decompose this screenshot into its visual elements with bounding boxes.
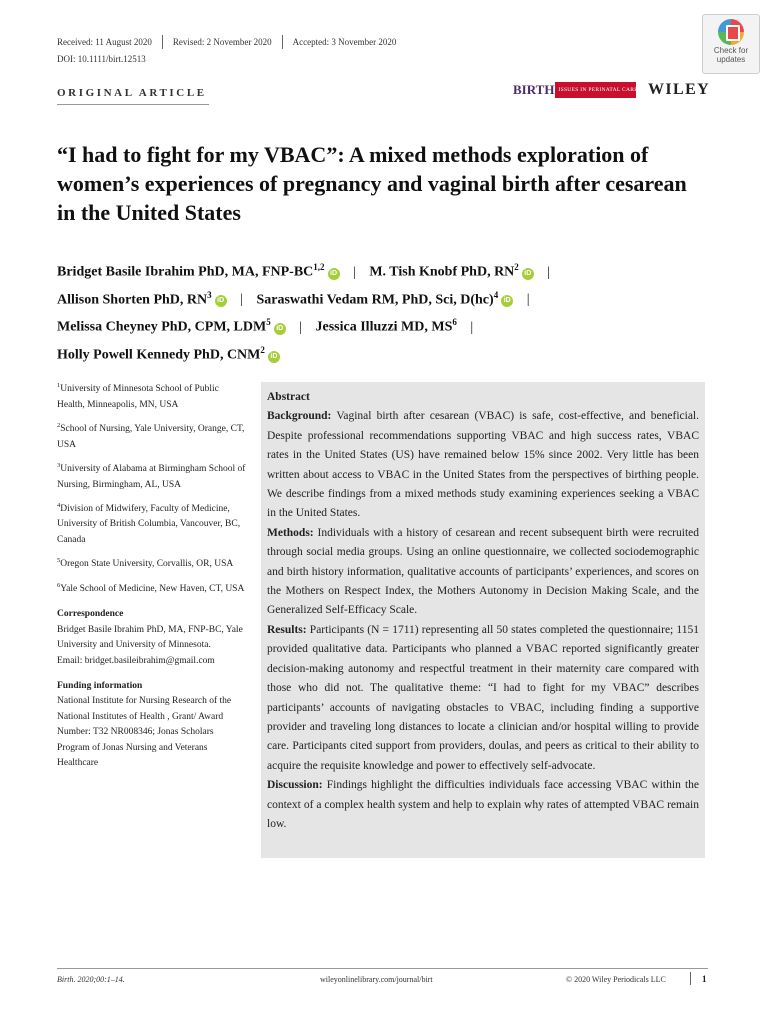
author-row — [57, 284, 717, 312]
affiliation-number: 1 — [57, 382, 61, 389]
footer-copyright: © 2020 Wiley Periodicals LLC — [566, 975, 666, 984]
author-row — [57, 311, 717, 339]
abstract-results — [267, 621, 699, 776]
abstract-background — [267, 407, 699, 523]
correspondence-email[interactable]: Email: bridget.basileibrahim@gmail.com — [57, 655, 215, 666]
footer-rule — [57, 968, 708, 969]
affiliation-number: 3 — [57, 461, 61, 469]
author-row — [57, 339, 717, 367]
section-text: Participants (N = 1711) representing all 50 states completed the questionnaire; 1151 provided qualitative data. Participants who planned a VBAC reported significantly greater decision-making autonomy and respectful treatment in their maternity care compared with those who did not. The qualitative theme: “I had to fight for my VBAC” describes participants’ accounts of navigating obstacles to VBAC, including finding a supportive provider and traveling long distances to locate a clinician and/or hospital willing to provide care. Participants cited support from providers, doulas, and peers as critical to their ability to acquire the requisite knowledge and power to effectively self-advocate. — [267, 623, 699, 772]
check-updates-line2: updates — [716, 55, 746, 64]
article-title: “I had to fight for my VBAC”: A mixed methods exploration of women’s experiences of pregnancy and vaginal birth after cesarean in the United States — [57, 142, 687, 225]
received-date: Received: 11 August 2020 — [57, 37, 152, 47]
orcid-icon[interactable]: iD — [215, 295, 227, 307]
correspondence-text: Bridget Basile Ibrahim PhD, MA, FNP-BC, Yale University and University of Minnesota. — [57, 624, 243, 651]
author-separator: | — [526, 292, 530, 308]
bookmark-icon — [718, 19, 744, 45]
affiliation-number: 5 — [57, 557, 61, 565]
affiliation-text: Division of Midwifery, Faculty of Medicine, University of British Columbia, Vancouver, BC, Canada — [57, 504, 241, 545]
section-text: Findings highlight the difficulties individuals face accessing VBAC within the context of a complex health system and help to explain why rates of attempted VBAC remain low. — [267, 779, 700, 830]
orcid-icon[interactable]: iD — [274, 323, 286, 335]
check-updates-line1: Check for — [713, 46, 749, 55]
section-text: Individuals with a history of cesarean and recent subsequent birth were recruited through social media groups. Using an online questionnaire, we collected sociodemographic and birth history information, qualitative accounts of participants’ experiences, and scores on the Mothers on Respect Index, the Mothers Autonomy in Decision Making Scale, and the Generalized Self-Efficacy Scale. — [267, 526, 699, 617]
section-label: Methods: — [267, 526, 314, 539]
footer-url[interactable]: wileyonlinelibrary.com/journal/birt — [320, 975, 433, 984]
section-label: Results: — [267, 623, 307, 636]
section-label: Background: — [267, 410, 332, 423]
footer-citation: Birth. 2020;00:1–14. — [57, 975, 125, 984]
author-affiliation: 1,2 — [313, 262, 325, 272]
journal-logo-tagline: ISSUES IN PERINATAL CARE — [558, 87, 638, 93]
affiliation-item — [57, 378, 247, 413]
article-type-rule — [57, 104, 209, 105]
section-text: Vaginal birth after cesarean (VBAC) is safe, cost-effective, and beneficial. Despite professional recommendations supporting VBAC and high success rates, VBAC rates in the United States (US) have remained below 15% since 2002. Very little has been written about access to VBAC in the United States from the perspectives of birthing people. We describe findings from a mixed methods study examining experiences seeking a VBAC in the United States. — [267, 410, 699, 520]
author-affiliation: 5 — [266, 317, 271, 328]
author-name: Bridget Basile Ibrahim PhD, MA, FNP-BC — [57, 264, 314, 280]
article-type: ORIGINAL ARTICLE — [57, 87, 207, 99]
affiliation-text: Oregon State University, Corvallis, OR, USA — [60, 559, 234, 570]
check-for-updates-button[interactable] — [702, 14, 760, 74]
author-name: Melissa Cheyney PhD, CPM, LDM — [57, 319, 267, 335]
affiliation-item — [57, 578, 247, 598]
abstract-box — [261, 382, 705, 858]
article-dates — [57, 35, 396, 49]
affiliation-number: 2 — [57, 421, 61, 429]
affiliation-item — [57, 418, 247, 453]
date-separator — [162, 35, 163, 49]
affiliation-text: School of Nursing, Yale University, Orange, CT, USA — [57, 424, 245, 450]
author-separator: | — [353, 264, 356, 280]
page-number: 1 — [702, 974, 707, 984]
author-separator: | — [240, 292, 243, 308]
doi[interactable]: DOI: 10.1111/birt.12513 — [57, 54, 146, 64]
abstract-discussion — [267, 776, 699, 834]
affiliation-item — [57, 458, 247, 493]
affiliation-text: University of Minnesota School of Public Health, Minneapolis, MN, USA — [57, 384, 219, 410]
journal-logo-name: BIRTH — [513, 82, 555, 97]
author-list — [57, 256, 717, 367]
author-name: Saraswathi Vedam RM, PhD, Sci, D(hc) — [256, 292, 494, 308]
author-affiliation: 2 — [260, 344, 265, 355]
abstract-methods — [267, 524, 699, 621]
date-separator — [282, 35, 283, 49]
author-separator: | — [547, 264, 551, 280]
author-affiliation: 3 — [207, 289, 212, 300]
correspondence-heading: Correspondence — [57, 609, 124, 620]
author-name: Allison Shorten PhD, RN — [57, 292, 208, 308]
publisher-logo: WILEY — [648, 81, 711, 98]
page-number-separator — [690, 972, 691, 985]
orcid-icon[interactable]: iD — [501, 295, 513, 307]
author-separator: | — [299, 319, 303, 335]
author-affiliation: 6 — [452, 317, 457, 328]
affiliation-number: 4 — [57, 501, 61, 509]
author-name: Holly Powell Kennedy PhD, CNM — [57, 347, 261, 363]
revised-date: Revised: 2 November 2020 — [172, 37, 272, 47]
funding-heading: Funding information — [57, 681, 143, 692]
author-affiliation: 4 — [493, 289, 499, 300]
author-name: Jessica Illuzzi MD, MS — [315, 319, 453, 335]
author-name: M. Tish Knobf PhD, RN — [369, 264, 515, 280]
front-matter-sidebar — [57, 378, 247, 776]
author-separator: | — [470, 319, 474, 335]
orcid-icon[interactable]: iD — [522, 268, 534, 280]
author-row — [57, 256, 717, 284]
author-affiliation: 2 — [514, 262, 519, 272]
accepted-date: Accepted: 3 November 2020 — [292, 37, 397, 47]
orcid-icon[interactable]: iD — [328, 268, 340, 280]
affiliation-item — [57, 553, 247, 573]
affiliation-text: University of Alabama at Birmingham School of Nursing, Birmingham, AL, USA — [57, 464, 246, 490]
orcid-icon[interactable]: iD — [268, 351, 280, 363]
affiliation-text: Yale School of Medicine, New Haven, CT, USA — [60, 584, 245, 594]
funding-text: National Institute for Nursing Research of the National Institutes of Health , Grant/ Award Number: T32 NR008346; Jonas Scholars Program of Jonas Nursing and Veterans Healthcare — [57, 696, 232, 769]
affiliation-item — [57, 498, 247, 548]
section-label: Discussion: — [267, 779, 323, 792]
journal-logo — [512, 82, 636, 98]
abstract-heading: Abstract — [267, 391, 310, 403]
affiliation-number: 6 — [57, 581, 61, 589]
